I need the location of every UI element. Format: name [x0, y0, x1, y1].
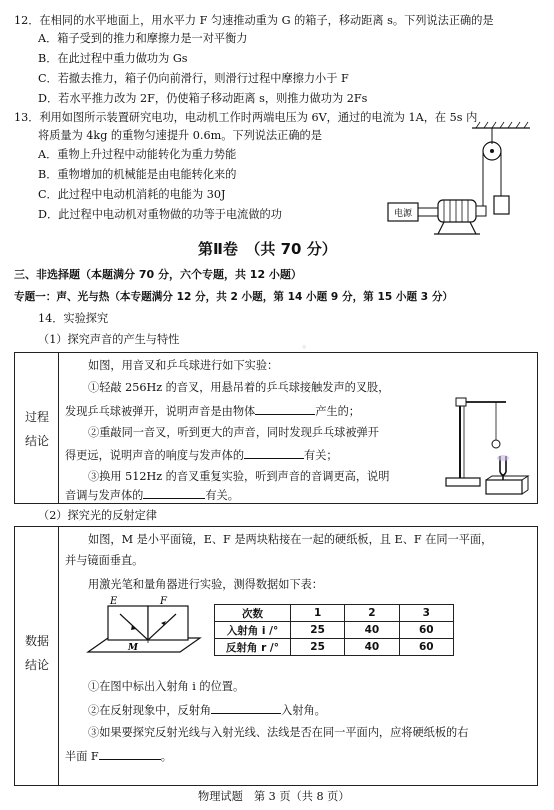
box1-intro: 如图，用音叉和乒乓球进行如下实验：: [88, 359, 279, 372]
table-header-cell: 3: [399, 605, 453, 622]
q14-heading: 14．实验探究: [38, 312, 109, 325]
box2-intro-1: 如图，M 是小平面镜，E、F 是两块粘接在一起的硬纸板，且 E、F 在同一平面，: [88, 533, 493, 546]
data-table: [214, 604, 454, 656]
blank-1[interactable]: [255, 404, 315, 415]
board-f-label: F: [160, 596, 167, 607]
box1-label-line2: 结论: [24, 434, 49, 448]
q12-option-d: D．若水平推力改为 2F，仍使箱子移动距离 s，则推力做功为 2Fs: [38, 92, 368, 105]
mirror-figure: [80, 596, 210, 666]
q13-option-a: A．重物上升过程中动能转化为重力势能: [38, 148, 237, 161]
q13-option-b: B．重物增加的机械能是由电能转化来的: [38, 168, 237, 181]
table-header-cell: 次数: [215, 605, 291, 622]
box1-step1-b: 发现乒乓球被弹开，说明声音是由物体: [65, 405, 256, 418]
q13-option-d: D．此过程中电动机对重物做的功等于电流做的功: [38, 208, 282, 221]
box1-step3-c: 有关。: [205, 489, 239, 502]
blank-4[interactable]: [211, 703, 281, 714]
table-cell: 反射角 r /°: [215, 639, 291, 656]
page-footer: 物理试题 第 3 页（共 8 页）: [198, 790, 350, 803]
q13-stem-2: 将质量为 4kg 的重物匀速提升 0.6m。下列说法正确的是: [38, 129, 322, 142]
box1-step2-c: 有关；: [304, 449, 338, 462]
box1-label-line1: 过程: [24, 410, 49, 424]
mirror-m-label: M: [128, 643, 138, 653]
board-e-label: E: [110, 596, 118, 607]
weight-block: [494, 196, 509, 214]
box2-conclusion-3c: 。: [160, 750, 172, 763]
q13-stem-1: 13．利用如图所示装置研究电功，电动机工作时两端电压为 6V，通过的电流为 1A，在 5s 内: [14, 111, 478, 124]
q13-option-c: C．此过程中电动机消耗的电能为 30J: [38, 188, 226, 201]
topic-1-heading: 专题一：声、光与热（本专题满分 12 分，共 2 小题，第 14 小题 9 分，第 15 小题 3 分）: [14, 291, 454, 303]
tuning-fork-figure: [440, 392, 532, 497]
box1-step2-b: 得更远，说明声音的响度与发声体的: [65, 449, 245, 462]
power-source-label: 电源: [393, 209, 413, 219]
q12-stem: 12．在相同的水平地面上，用水平力 F 匀速推动重为 G 的箱子，移动距离 s。下列说法正确的是: [14, 14, 494, 27]
blank-3[interactable]: [143, 488, 205, 499]
box2-conclusion-2b: 入射角。: [281, 704, 326, 717]
table-cell: 40: [345, 639, 399, 656]
box2-conclusion-3a: ③如果要探究反射光线与入射光线、法线是否在同一平面内，应将硬纸板的右: [88, 726, 469, 739]
table-header-cell: 1: [290, 605, 344, 622]
section-title: 第Ⅱ卷 （共 70 分）: [198, 240, 337, 258]
part-3-heading: 三、非选择题（本题满分 70 分，六个专题，共 12 小题）: [14, 268, 302, 281]
table-cell: 60: [399, 639, 453, 656]
box2-label-line1: 数据: [24, 634, 49, 648]
table-row: [215, 639, 454, 656]
motor-pulley-figure: [380, 118, 545, 243]
watermark: ·: [290, 330, 320, 365]
box2-intro-3: 用激光笔和量角器进行实验，测得数据如下表：: [88, 578, 323, 591]
blank-2[interactable]: [244, 448, 304, 459]
table-cell: 入射角 i /°: [215, 622, 291, 639]
box2-conclusion-1: ①在图中标出入射角 i 的位置。: [88, 680, 245, 693]
q12-option-c: C．若撤去推力，箱子仍向前滑行，则滑行过程中摩擦力小于 F: [38, 72, 349, 85]
box1-step3-a: ③换用 512Hz 的音叉重复实验，听到声音的音调更高，说明: [88, 470, 390, 483]
ping-pong-ball: [492, 440, 500, 448]
box2-conclusion-2a: ②在反射现象中，反射角: [88, 704, 212, 717]
table-cell: 25: [290, 639, 344, 656]
q12-option-a: A．箱子受到的推力和摩擦力是一对平衡力: [38, 32, 248, 45]
box2-conclusion-3b: 半面 F: [65, 750, 99, 763]
box2-intro-2: 并与镜面垂直。: [65, 554, 144, 567]
q12-option-b: B．在此过程中重力做功为 Gs: [38, 52, 188, 65]
sub-2-heading: （2）探究光的反射定律: [38, 509, 157, 522]
table-cell: 25: [290, 622, 344, 639]
table-cell: 60: [399, 622, 453, 639]
table-row: [215, 622, 454, 639]
sub-1-heading: （1）探究声音的产生与特性: [38, 333, 180, 346]
box1-step3-b: 音调与发声体的: [65, 489, 144, 502]
table-cell: 40: [345, 622, 399, 639]
table-header-row: [215, 605, 454, 622]
box2-label-line2: 结论: [24, 658, 49, 672]
table-header-cell: 2: [345, 605, 399, 622]
box1-step1-a: ①轻敲 256Hz 的音叉，用悬吊着的乒乓球接触发声的叉股，: [88, 381, 390, 394]
blank-5[interactable]: [99, 749, 161, 760]
box1-step2-a: ②重敲同一音叉，听到更大的声音，同时发现乒乓球被弹开: [88, 426, 379, 439]
box1-step1-c: 产生的；: [315, 405, 360, 418]
